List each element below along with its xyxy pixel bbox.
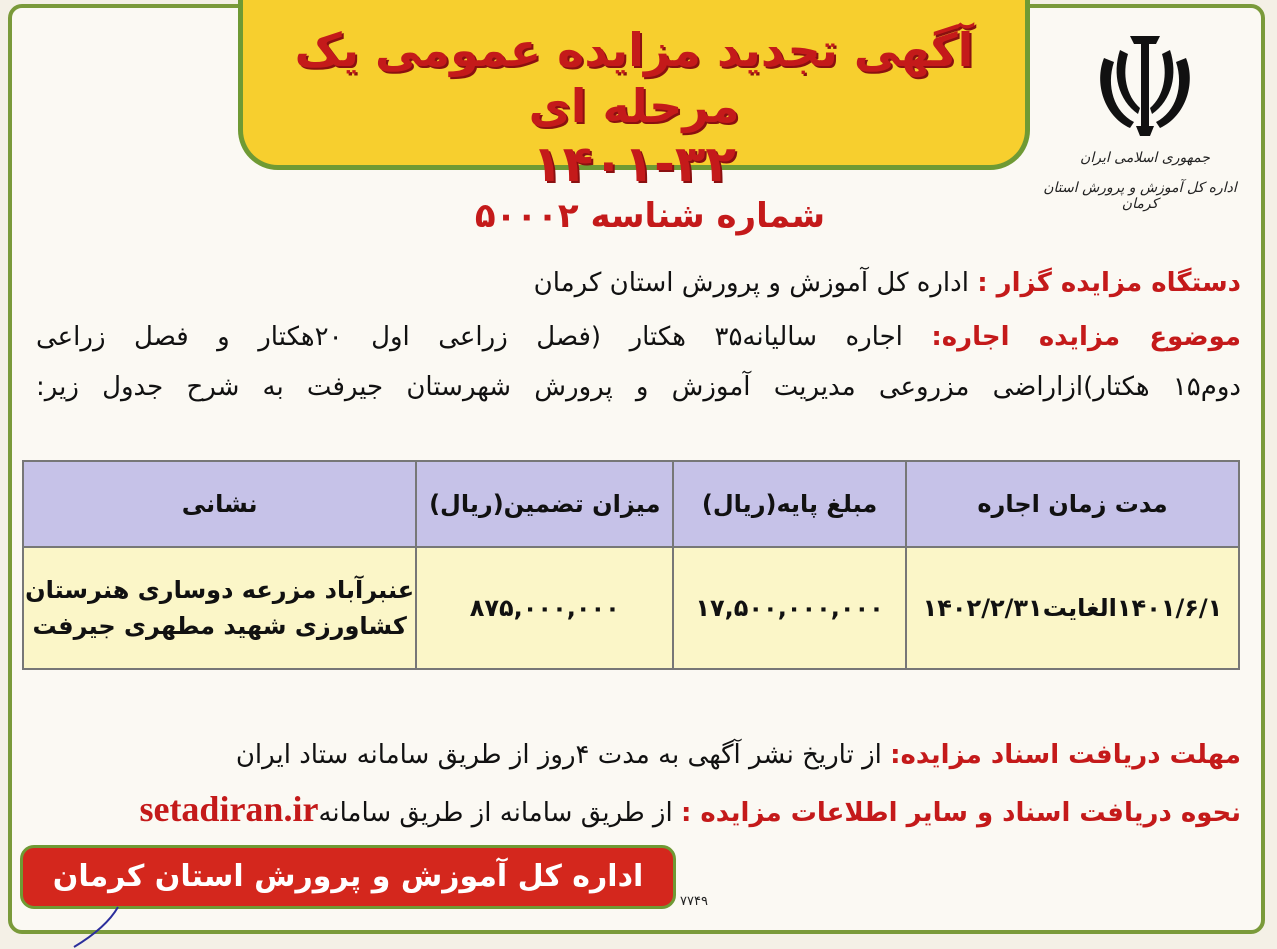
cell-address xyxy=(23,547,416,669)
header-address: نشانی xyxy=(23,461,416,547)
footer-banner: اداره کل آموزش و پرورش استان کرمان xyxy=(20,845,676,909)
header-base-price: مبلغ پایه(ریال) xyxy=(673,461,906,547)
method-value: از طریق سامانه از طریق سامانه xyxy=(318,798,673,828)
pen-stroke-icon xyxy=(70,905,140,949)
address-line-1: عنبرآباد مزرعه دوساری هنرستان xyxy=(25,576,415,604)
subject-value-1: اجاره سالیانه۳۵ هکتار (فصل زراعی اول ۲۰هکتار و فصل زراعی xyxy=(36,322,903,352)
ad-code: ۷۷۴۹ xyxy=(680,894,708,909)
method-label: نحوه دریافت اسناد و سایر اطلاعات مزایده : xyxy=(680,798,1241,828)
cell-guarantee: ۸۷۵,۰۰۰,۰۰۰ xyxy=(416,547,673,669)
setadiran-link[interactable]: setadiran.ir xyxy=(139,789,319,829)
emblem-caption-org: اداره کل آموزش و پرورش استان کرمان xyxy=(1043,180,1237,212)
method-line xyxy=(139,788,1241,830)
notice-title: آگهی تجدید مزایده عمومی یک مرحله ای xyxy=(294,23,974,133)
emblem-caption-country: جمهوری اسلامی ایران xyxy=(1080,150,1210,166)
notice-number: ۱۴۰۱-۳۲ xyxy=(532,135,736,193)
cell-duration: ۱۴۰۱/۶/۱الغایت۱۴۰۲/۲/۳۱ xyxy=(906,547,1239,669)
cell-base-price: ۱۷,۵۰۰,۰۰۰,۰۰۰ xyxy=(673,547,906,669)
identifier-number: شماره شناسه ۵۰۰۰۲ xyxy=(474,196,826,236)
title-banner xyxy=(238,0,1030,193)
table-row xyxy=(23,547,1239,669)
deadline-line xyxy=(236,740,1241,770)
organizer-line xyxy=(534,268,1241,298)
deadline-value: از تاریخ نشر آگهی به مدت ۴روز از طریق سامانه ستاد ایران xyxy=(235,740,882,770)
subject-line-2: دوم۱۵ هکتار)ازاراضی مزروعی مدیریت آموزش و پرورش شهرستان جیرفت به شرح جدول زیر: xyxy=(36,372,1241,402)
header-duration: مدت زمان اجاره xyxy=(906,461,1239,547)
header-guarantee: میزان تضمین(ریال) xyxy=(416,461,673,547)
deadline-label: مهلت دریافت اسناد مزایده: xyxy=(890,740,1241,770)
iran-emblem-icon xyxy=(1090,28,1200,140)
subject-label: موضوع مزایده اجاره: xyxy=(931,322,1242,352)
organizer-label: دستگاه مزایده گزار : xyxy=(977,268,1241,298)
address-line-2: کشاورزی شهید مطهری جیرفت xyxy=(32,612,407,640)
table-header-row xyxy=(23,461,1239,547)
subject-line xyxy=(36,322,1241,352)
organizer-value: اداره کل آموزش و پرورش استان کرمان xyxy=(533,268,969,298)
auction-table xyxy=(22,460,1240,670)
